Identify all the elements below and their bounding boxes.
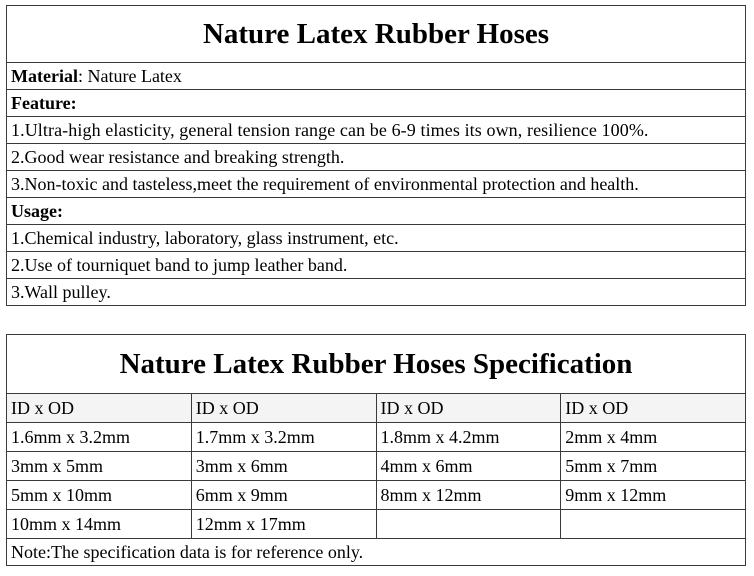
- material-label: Material: [11, 66, 78, 86]
- material-value: : Nature Latex: [77, 66, 182, 86]
- spec-cell: 4mm x 6mm: [376, 452, 561, 481]
- usage-label: Usage:: [7, 198, 746, 225]
- usage-item: 1.Chemical industry, laboratory, glass instrument, etc.: [7, 225, 746, 252]
- spec-cell: 3mm x 6mm: [191, 452, 376, 481]
- spec-cell: 1.7mm x 3.2mm: [191, 423, 376, 452]
- column-header: ID x OD: [7, 394, 192, 423]
- spec-cell: 1.8mm x 4.2mm: [376, 423, 561, 452]
- spec-cell: 8mm x 12mm: [376, 481, 561, 510]
- feature-label: Feature:: [7, 90, 746, 117]
- spec-cell-empty: [561, 510, 746, 539]
- column-header: ID x OD: [561, 394, 746, 423]
- column-header: ID x OD: [376, 394, 561, 423]
- spec-cell: 1.6mm x 3.2mm: [7, 423, 192, 452]
- specification-table: [6, 334, 746, 566]
- spec-note: Note:The specification data is for reference only.: [7, 539, 746, 566]
- feature-item: 3.Non-toxic and tasteless,meet the requirement of environmental protection and health.: [7, 171, 746, 198]
- spec-cell: 5mm x 7mm: [561, 452, 746, 481]
- product-title: Nature Latex Rubber Hoses: [7, 6, 746, 63]
- spec-cell: 3mm x 5mm: [7, 452, 192, 481]
- usage-item: 2.Use of tourniquet band to jump leather band.: [7, 252, 746, 279]
- spec-cell: 2mm x 4mm: [561, 423, 746, 452]
- table-row: [7, 423, 746, 452]
- spec-cell-empty: [376, 510, 561, 539]
- usage-item: 3.Wall pulley.: [7, 279, 746, 306]
- spec-cell: 6mm x 9mm: [191, 481, 376, 510]
- product-info-table: [6, 5, 746, 306]
- feature-item: 2.Good wear resistance and breaking strength.: [7, 144, 746, 171]
- table-row: [7, 510, 746, 539]
- spec-header-row: [7, 394, 746, 423]
- material-row: [7, 63, 746, 90]
- column-header: ID x OD: [191, 394, 376, 423]
- table-row: [7, 481, 746, 510]
- spec-cell: 12mm x 17mm: [191, 510, 376, 539]
- spec-title: Nature Latex Rubber Hoses Specification: [7, 335, 746, 394]
- spec-cell: 9mm x 12mm: [561, 481, 746, 510]
- table-row: [7, 452, 746, 481]
- spec-cell: 10mm x 14mm: [7, 510, 192, 539]
- spec-cell: 5mm x 10mm: [7, 481, 192, 510]
- feature-item: 1.Ultra-high elasticity, general tension range can be 6-9 times its own, resilience 100%.: [7, 117, 746, 144]
